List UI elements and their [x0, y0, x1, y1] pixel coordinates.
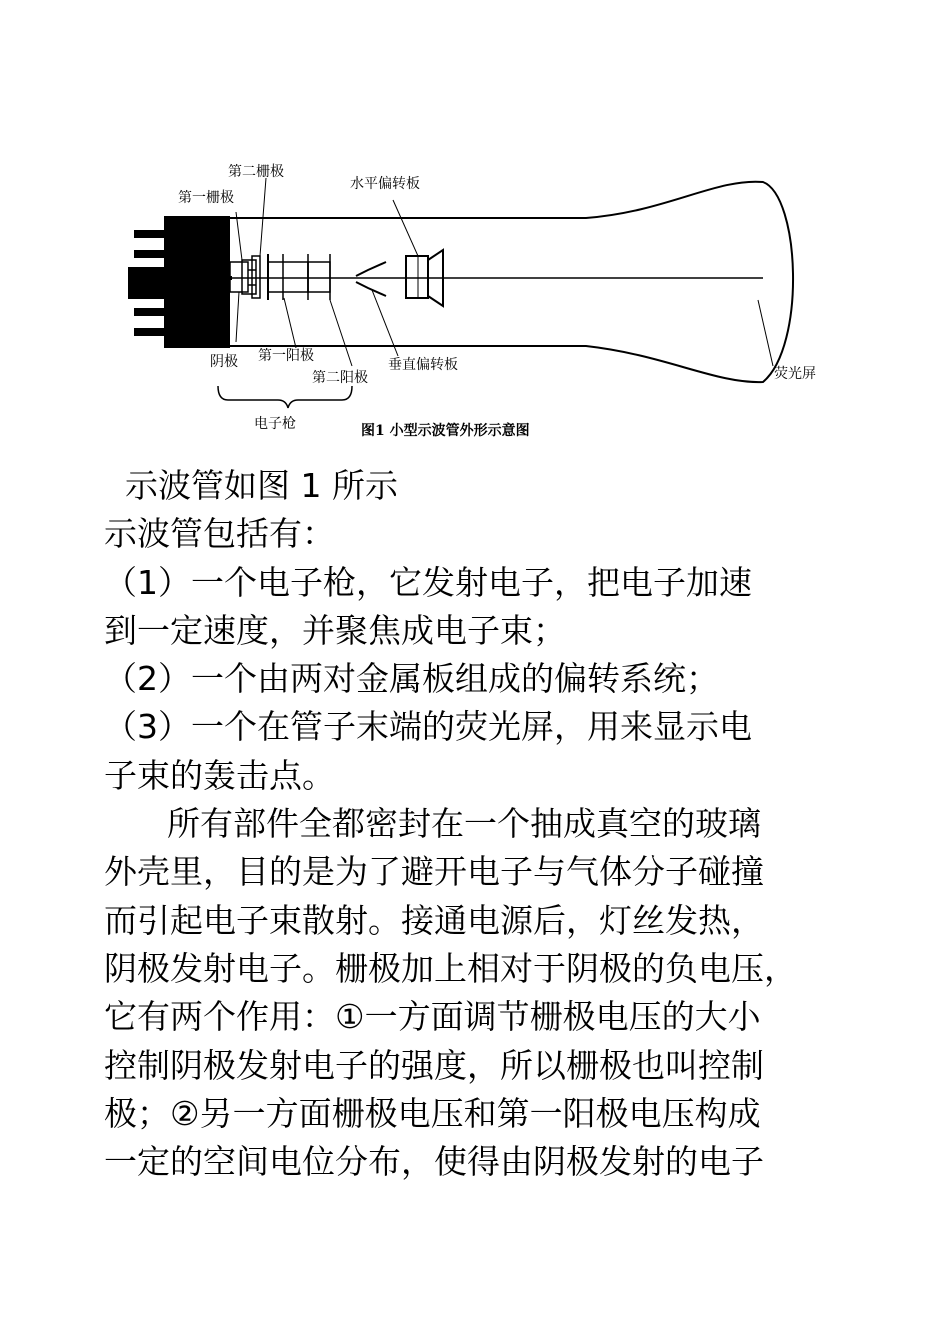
text-line: 所有部件全都密封在一个抽成真空的玻璃	[104, 804, 761, 844]
text-line: 控制阴极发射电子的强度，所以栅极也叫控制	[104, 1045, 764, 1085]
label-first-grid: 第一栅极	[178, 190, 234, 206]
label-second-grid: 第二栅极	[228, 164, 284, 180]
text-line: （1）一个电子枪，它发射电子，把电子加速	[104, 562, 752, 602]
body-text	[104, 462, 864, 1186]
text-line: 极；②另一方面栅极电压和第一阳极电压构成	[104, 1093, 761, 1133]
text-line: 到一定速度，并聚焦成电子束；	[104, 610, 566, 650]
label-horizontal-plates: 水平偏转板	[350, 176, 420, 192]
text-line: 一定的空间电位分布，使得由阴极发射的电子	[104, 1142, 764, 1182]
label-screen: 荧光屏	[774, 366, 816, 382]
text-line: 阴极发射电子。栅极加上相对于阴极的负电压，	[104, 948, 797, 988]
text-line: 示波管如图 1 所示	[104, 466, 398, 505]
label-vertical-plates: 垂直偏转板	[388, 357, 458, 373]
text-line: 而引起电子束散射。接通电源后，灯丝发热，	[104, 900, 764, 940]
text-line: 子束的轰击点。	[104, 755, 335, 795]
text-line: 它有两个作用：①一方面调节栅极电压的大小	[104, 997, 761, 1037]
label-second-anode: 第二阳极	[312, 370, 368, 386]
label-cathode: 阴极	[210, 354, 238, 370]
text-line: 示波管包括有：	[104, 514, 335, 554]
text-line: （3）一个在管子末端的荧光屏，用来显示电	[104, 707, 752, 747]
text-line: （2）一个由两对金属板组成的偏转系统；	[104, 659, 719, 699]
figure-caption: 图1 小型示波管外形示意图	[361, 423, 530, 439]
text-line: 外壳里，目的是为了避开电子与气体分子碰撞	[104, 852, 764, 892]
oscilloscope-tube-figure	[118, 150, 828, 450]
label-electron-gun: 电子枪	[254, 416, 296, 432]
label-first-anode: 第一阳极	[258, 348, 314, 364]
